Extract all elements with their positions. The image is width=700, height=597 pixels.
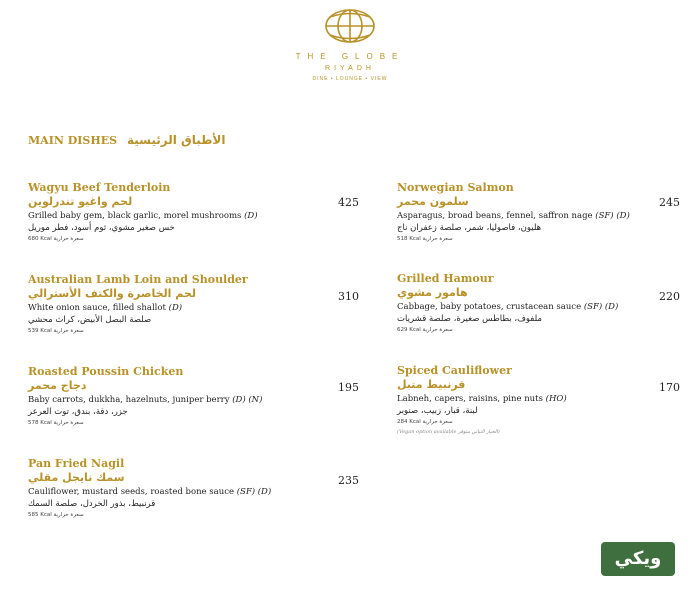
dish-description-ar: هليون، فاصوليا، شمر، صلصة زعفران ناج — [397, 223, 542, 233]
dish-calories: 585 Kcal سعرة حرارية — [28, 512, 84, 518]
dish-lamb — [28, 273, 358, 336]
dish-description-ar: قرنبيط، بذور الخردل، صلصة السمك — [28, 499, 156, 509]
dish-calories: 518 Kcal سعرة حرارية — [397, 236, 453, 242]
dish-name-ar: قرنبيط متبل — [397, 378, 466, 391]
allergen-tags: (D) — [244, 211, 258, 221]
dish-calories: 629 Kcal سعرة حرارية — [397, 327, 453, 333]
section-title — [28, 133, 225, 147]
dish-calories: 284 Kcal سعرة حرارية — [397, 419, 453, 425]
allergen-tags: (HO) — [545, 394, 567, 404]
section-title-en: MAIN DISHES — [28, 134, 118, 147]
dish-description-ar: خس صغير مشوي، ثوم أسود، فطر موريل — [28, 223, 175, 233]
dish-name-en: Grilled Hamour — [397, 272, 494, 285]
dish-price: 245 — [659, 196, 680, 209]
dish-name-ar: لحم واغيو تندرلوين — [28, 195, 133, 208]
allergen-tags: (D) (N) — [232, 395, 263, 405]
dish-salmon — [397, 181, 700, 244]
dish-price: 220 — [659, 290, 680, 303]
dish-price: 195 — [338, 381, 359, 394]
brand-logo — [0, 6, 700, 82]
dish-name-en: Spiced Cauliflower — [397, 364, 512, 377]
dish-price: 425 — [338, 196, 359, 209]
dish-name-en: Norwegian Salmon — [397, 181, 514, 194]
dish-description-en: Asparagus, broad beans, fennel, saffron nage (SF) (D) — [397, 211, 630, 221]
dish-description-en: White onion sauce, filled shallot (D) — [28, 303, 183, 313]
dish-description-en: Baby carrots, dukkha, hazelnuts, juniper berry (D) (N) — [28, 395, 263, 405]
dish-description-ar: جزر، دقة، بندق، توت العرعر — [28, 407, 128, 417]
dish-description-en: Cauliflower, mustard seeds, roasted bone sauce (SF) (D) — [28, 487, 272, 497]
dish-wagyu — [28, 181, 358, 244]
allergen-tags: (D) — [168, 303, 183, 313]
dish-name-ar: سمك نايجل مقلي — [28, 471, 125, 484]
dish-name-en: Pan Fried Nagil — [28, 457, 125, 470]
dish-name-ar: لحم الخاصرة والكتف الأسترالي — [28, 287, 196, 300]
dish-name-ar: هامور مشوي — [397, 286, 468, 299]
dish-calories: 578 Kcal سعرة حرارية — [28, 420, 84, 426]
wiki-badge: ويكي — [601, 542, 675, 576]
globe-icon — [322, 6, 378, 46]
dish-description-en: Labneh, capers, raisins, pine nuts (HO) — [397, 394, 567, 404]
dish-description-ar: صلصة البصل الأبيض، كراث محشي — [28, 315, 152, 325]
dish-description-ar: ملفوف، بطاطس صغيرة، صلصة قشريات — [397, 314, 542, 324]
allergen-tags: (SF) (D) — [595, 211, 630, 221]
dish-price: 235 — [338, 474, 359, 487]
dish-name-ar: سلمون محمر — [397, 195, 469, 208]
dish-cauliflower — [397, 364, 700, 437]
dish-price: 310 — [338, 290, 359, 303]
dish-description-ar: لبنة، قبار، زبيب، صنوبر — [397, 406, 478, 416]
dish-name-ar: دجاج محمر — [28, 379, 87, 392]
dish-hamour — [397, 272, 700, 335]
brand-tagline: DINE • LOUNGE • VIEW — [312, 76, 388, 82]
vegan-note: (Vegan option available الخيار النباتي متوفر) — [397, 429, 500, 435]
section-title-ar: الأطباق الرئيسية — [126, 133, 226, 147]
dish-name-en: Wagyu Beef Tenderloin — [28, 181, 171, 194]
allergen-tags: (SF) (D) — [583, 302, 619, 312]
allergen-tags: (SF) (D) — [236, 487, 272, 497]
dish-price: 170 — [659, 381, 680, 394]
dish-poussin — [28, 365, 358, 428]
dish-description-en: Grilled baby gem, black garlic, morel mushrooms (D) — [28, 211, 258, 221]
brand-name: THE GLOBE — [295, 52, 405, 61]
dish-name-en: Australian Lamb Loin and Shoulder — [28, 273, 248, 286]
dish-calories: 539 Kcal سعرة حرارية — [28, 328, 84, 334]
dish-nagil — [28, 457, 358, 520]
dish-calories: 680 Kcal سعرة حرارية — [28, 236, 84, 242]
dish-name-en: Roasted Poussin Chicken — [28, 365, 184, 378]
brand-city: RIYADH — [325, 65, 375, 72]
dish-description-en: Cabbage, baby potatoes, crustacean sauce (SF) (D) — [397, 302, 619, 312]
